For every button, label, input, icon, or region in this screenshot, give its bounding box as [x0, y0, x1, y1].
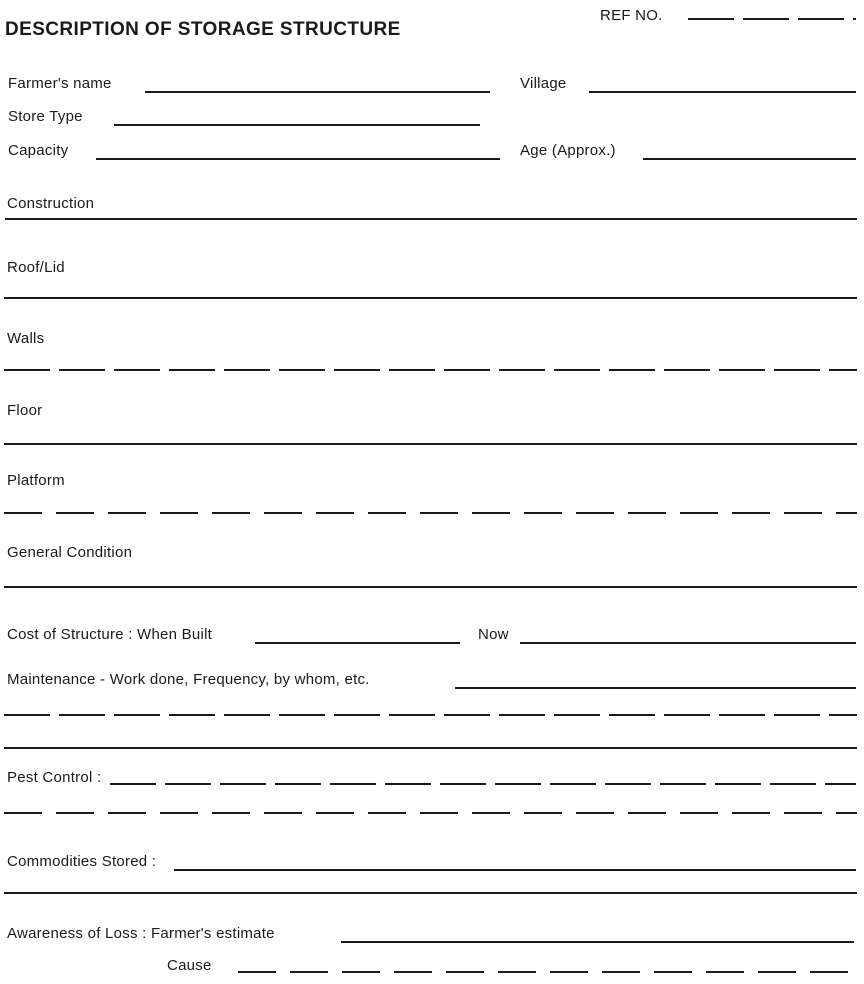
pest-control-field-line-2[interactable] [4, 799, 857, 814]
pest-control-field-line[interactable] [110, 769, 856, 785]
floor-label: Floor [7, 402, 43, 419]
commodities-stored-field-line-2[interactable] [4, 877, 857, 894]
awareness-of-loss-label: Awareness of Loss : Farmer's estimate [7, 925, 275, 942]
maintenance-field-line[interactable] [455, 671, 856, 689]
awareness-estimate-field-line[interactable] [341, 925, 854, 943]
age-approx-label: Age (Approx.) [520, 142, 616, 159]
cause-field-line[interactable] [238, 957, 856, 973]
capacity-label: Capacity [8, 142, 69, 159]
cost-now-field-line[interactable] [520, 626, 856, 644]
maintenance-field-line-3[interactable] [4, 732, 857, 749]
general-condition-label: General Condition [7, 544, 133, 561]
platform-field-line[interactable] [4, 499, 857, 514]
page-title: DESCRIPTION OF STORAGE STRUCTURE [5, 19, 401, 40]
commodities-stored-label: Commodities Stored : [7, 853, 157, 870]
general-condition-field-line[interactable] [4, 571, 857, 588]
village-label: Village [520, 75, 567, 92]
capacity-field-line[interactable] [96, 142, 500, 160]
store-type-label: Store Type [8, 108, 83, 125]
age-approx-field-line[interactable] [643, 142, 856, 160]
roof-lid-field-line[interactable] [4, 282, 857, 299]
platform-label: Platform [7, 472, 65, 489]
roof-lid-label: Roof/Lid [7, 259, 65, 276]
farmers-name-label: Farmer's name [8, 75, 112, 92]
maintenance-label: Maintenance - Work done, Frequency, by whom, etc. [7, 671, 370, 688]
store-type-field-line[interactable] [114, 108, 480, 126]
commodities-stored-field-line[interactable] [174, 853, 856, 871]
construction-field-line[interactable] [5, 203, 857, 220]
village-field-line[interactable] [589, 75, 856, 93]
walls-label: Walls [7, 330, 45, 347]
floor-field-line[interactable] [4, 428, 857, 445]
ref-no-field-line[interactable] [688, 4, 856, 20]
pest-control-label: Pest Control : [7, 769, 102, 786]
ref-no-label: REF NO. [600, 7, 663, 24]
cost-now-label: Now [478, 626, 509, 643]
farmers-name-field-line[interactable] [145, 75, 490, 93]
cause-label: Cause [167, 957, 212, 974]
maintenance-field-line-2[interactable] [4, 701, 857, 716]
walls-field-line[interactable] [4, 356, 857, 371]
construction-label: Construction [7, 195, 95, 212]
cost-when-built-field-line[interactable] [255, 626, 460, 644]
cost-of-structure-label: Cost of Structure : When Built [7, 626, 213, 643]
